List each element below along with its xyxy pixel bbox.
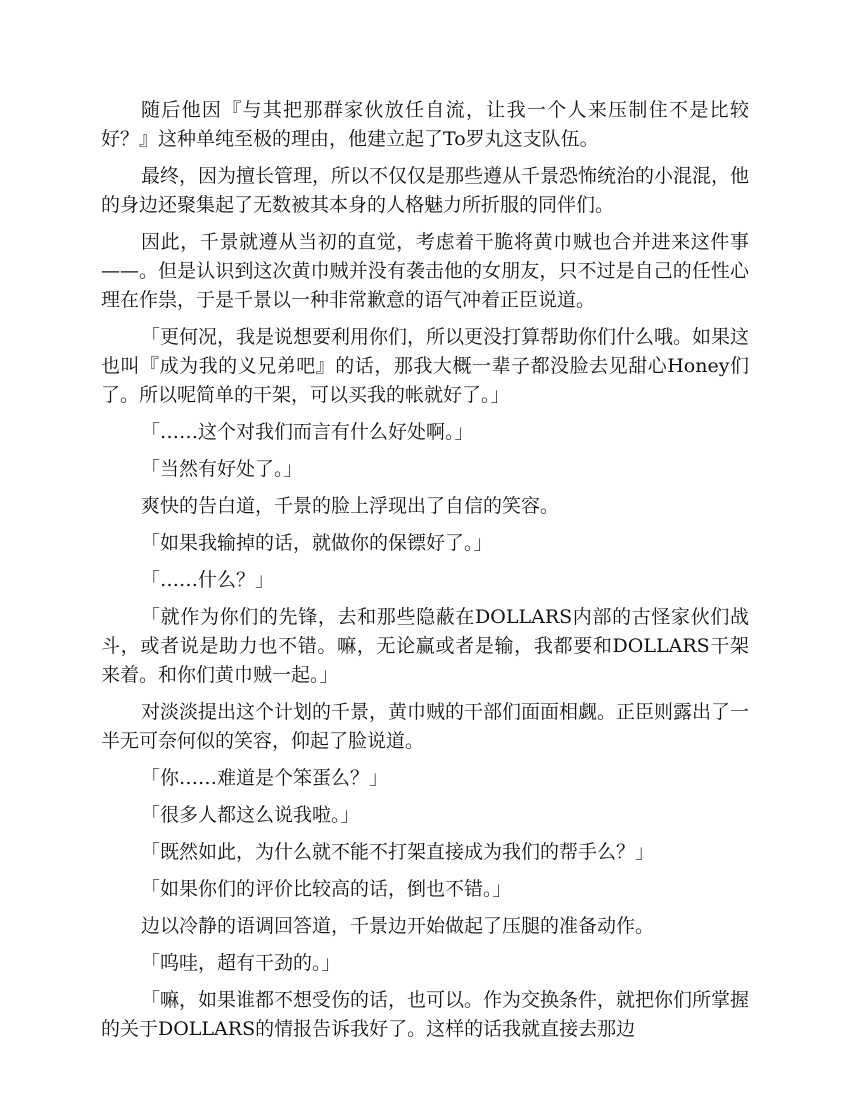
paragraph-10: 「就作为你们的先锋，去和那些隐蔽在DOLLARS内部的古怪家伙们战斗，或者说是助力也不错。嘛，无论赢或者是输，我都要和DOLLARS干架来着。和你们黄巾贼一起。」 (101, 606, 749, 686)
paragraph-5: 「……这个对我们而言有什么好处啊。」 (141, 421, 474, 443)
paragraph-1: 随后他因『与其把那群家伙放任自流，让我一个人来压制住不是比较好？』这种单纯至极的理由，他建立起了To罗丸这支队伍。 (101, 99, 749, 150)
paragraph-2: 最终，因为擅长管理，所以不仅仅是那些遵从千景恐怖统治的小混混，他的身边还聚集起了无数被其本身的人格魅力所折服的同伴们。 (101, 165, 750, 216)
paragraph-17: 「呜哇，超有干劲的。」 (141, 952, 341, 974)
paragraph-12: 「你……难道是个笨蛋么？」 (141, 767, 389, 789)
paragraph-7: 爽快的告白道，千景的脸上浮现出了自信的笑容。 (141, 495, 560, 517)
document-page (101, 96, 749, 1052)
paragraph-3: 因此，千景就遵从当初的直觉，考虑着干脆将黄巾贼也合并进来这件事——。但是认识到这次黄巾贼并没有袭击他的女朋友，只不过是自己的任性心理在作祟，于是千景以一种非常歉意的语气冲着正臣说道。 (101, 231, 749, 311)
paragraph-18: 「嘛，如果谁都不想受伤的话，也可以。作为交换条件，就把你们所掌握的关于DOLLARS的情报告诉我好了。这样的话我就直接去那边 (101, 989, 750, 1040)
paragraph-14: 「既然如此，为什么就不能不打架直接成为我们的帮手么？」 (141, 841, 655, 863)
paragraph-6: 「当然有好处了。」 (141, 458, 303, 480)
paragraph-9: 「……什么？」 (141, 569, 275, 591)
paragraph-4: 「更何况，我是说想要利用你们，所以更没打算帮助你们什么哦。如果这也叫『成为我的义兄弟吧』的话，那我大概一辈子都没脸去见甜心Honey们了。所以呢简单的干架，可以买我的帐就好了。」 (101, 326, 750, 406)
paragraph-15: 「如果你们的评价比较高的话，倒也不错。」 (141, 878, 512, 900)
paragraph-8: 「如果我输掉的话，就做你的保镖好了。」 (141, 532, 493, 554)
paragraph-11: 对淡淡提出这个计划的千景，黄巾贼的干部们面面相觑。正臣则露出了一半无可奈何似的笑容，仰起了脸说道。 (101, 701, 750, 752)
paragraph-13: 「很多人都这么说我啦。」 (141, 804, 360, 826)
paragraph-16: 边以冷静的语调回答道，千景边开始做起了压腿的准备动作。 (141, 915, 655, 937)
